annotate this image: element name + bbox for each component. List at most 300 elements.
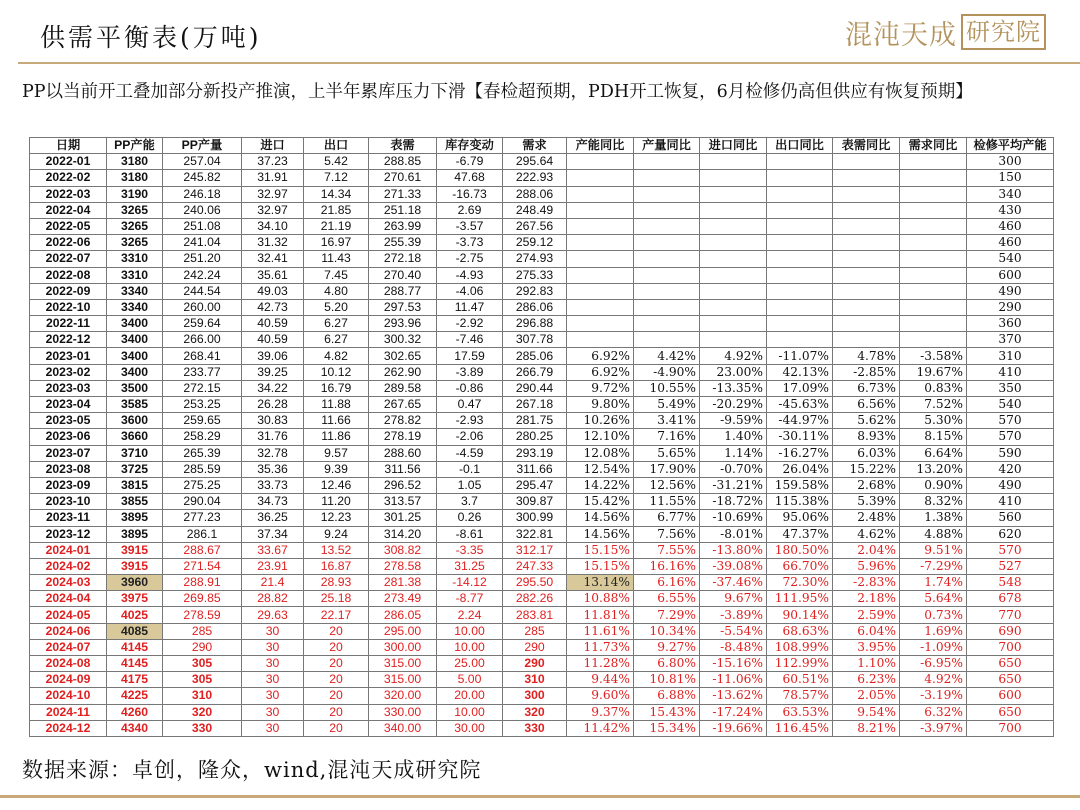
date-cell: 2023-07 — [30, 445, 107, 461]
table-row — [30, 186, 1054, 202]
yoy-cell: 1.40% — [700, 429, 767, 445]
yoy-cell: 15.34% — [634, 720, 700, 736]
yoy-cell — [900, 283, 967, 299]
yoy-cell — [567, 299, 634, 315]
imp-cell: 33.67 — [242, 542, 304, 558]
yoy-cell: 19.67% — [900, 364, 967, 380]
header-divider — [18, 62, 1080, 64]
app-cell: 286.05 — [369, 607, 437, 623]
exp-cell: 12.46 — [304, 477, 369, 493]
yoy-cell — [833, 316, 900, 332]
column-header: 出口同比 — [767, 138, 833, 154]
yoy-cell: 5.96% — [833, 558, 900, 574]
yoy-cell — [567, 218, 634, 234]
yoy-cell — [700, 154, 767, 170]
date-cell: 2023-11 — [30, 510, 107, 526]
yoy-cell: 9.67% — [700, 591, 767, 607]
prod-cell: 288.91 — [163, 575, 242, 591]
column-header: 出口 — [304, 138, 369, 154]
table-row — [30, 542, 1054, 558]
exp-cell: 20 — [304, 688, 369, 704]
yoy-cell — [900, 299, 967, 315]
inv-cell: -6.79 — [437, 154, 503, 170]
inv-cell: -3.73 — [437, 235, 503, 251]
column-header: 日期 — [30, 138, 107, 154]
yoy-cell: -16.27% — [767, 445, 833, 461]
yoy-cell: 9.60% — [567, 688, 634, 704]
inv-cell: -2.92 — [437, 316, 503, 332]
prod-cell: 305 — [163, 672, 242, 688]
dem-cell: 293.19 — [503, 445, 567, 461]
table-row — [30, 154, 1054, 170]
yoy-cell — [634, 218, 700, 234]
prod-cell: 275.25 — [163, 477, 242, 493]
yoy-cell: 1.14% — [700, 445, 767, 461]
yoy-cell: 8.21% — [833, 720, 900, 736]
dem-cell: 290 — [503, 639, 567, 655]
inv-cell: 31.25 — [437, 558, 503, 574]
exp-cell: 16.97 — [304, 235, 369, 251]
yoy-cell: 9.27% — [634, 639, 700, 655]
yoy-cell — [833, 332, 900, 348]
imp-cell: 29.63 — [242, 607, 304, 623]
yoy-cell — [900, 218, 967, 234]
capacity-cell: 3895 — [107, 526, 163, 542]
table-row — [30, 526, 1054, 542]
yoy-cell — [700, 202, 767, 218]
yoy-cell: 0.83% — [900, 380, 967, 396]
table-row — [30, 461, 1054, 477]
table-row — [30, 510, 1054, 526]
app-cell: 297.53 — [369, 299, 437, 315]
yoy-cell: 4.62% — [833, 526, 900, 542]
yoy-cell: 6.23% — [833, 672, 900, 688]
date-cell: 2024-10 — [30, 688, 107, 704]
capacity-cell: 3400 — [107, 316, 163, 332]
prod-cell: 286.1 — [163, 526, 242, 542]
exp-cell: 20 — [304, 639, 369, 655]
dem-cell: 222.93 — [503, 170, 567, 186]
page-header — [0, 0, 1080, 62]
app-cell: 270.40 — [369, 267, 437, 283]
date-cell: 2023-05 — [30, 413, 107, 429]
yoy-cell: 2.05% — [833, 688, 900, 704]
yoy-cell: 9.54% — [833, 704, 900, 720]
table-row — [30, 364, 1054, 380]
app-cell: 300.32 — [369, 332, 437, 348]
table-row — [30, 348, 1054, 364]
dem-cell: 322.81 — [503, 526, 567, 542]
maintenance-cell: 310 — [967, 348, 1054, 364]
imp-cell: 32.78 — [242, 445, 304, 461]
yoy-cell — [900, 170, 967, 186]
yoy-cell: 8.93% — [833, 429, 900, 445]
app-cell: 288.60 — [369, 445, 437, 461]
maintenance-cell: 527 — [967, 558, 1054, 574]
prod-cell: 278.59 — [163, 607, 242, 623]
yoy-cell: 15.15% — [567, 558, 634, 574]
yoy-cell: 112.99% — [767, 656, 833, 672]
date-cell: 2024-03 — [30, 575, 107, 591]
yoy-cell — [767, 235, 833, 251]
prod-cell: 242.24 — [163, 267, 242, 283]
table-row — [30, 704, 1054, 720]
inv-cell: -4.59 — [437, 445, 503, 461]
inv-cell: 10.00 — [437, 623, 503, 639]
yoy-cell: 10.26% — [567, 413, 634, 429]
column-header: PP产量 — [163, 138, 242, 154]
app-cell: 251.18 — [369, 202, 437, 218]
imp-cell: 39.25 — [242, 364, 304, 380]
yoy-cell — [700, 267, 767, 283]
yoy-cell: 6.16% — [634, 575, 700, 591]
capacity-cell: 3400 — [107, 332, 163, 348]
yoy-cell — [767, 170, 833, 186]
yoy-cell — [767, 251, 833, 267]
date-cell: 2022-05 — [30, 218, 107, 234]
app-cell: 293.96 — [369, 316, 437, 332]
prod-cell: 253.25 — [163, 397, 242, 413]
prod-cell: 260.00 — [163, 299, 242, 315]
app-cell: 315.00 — [369, 672, 437, 688]
exp-cell: 6.27 — [304, 316, 369, 332]
dem-cell: 247.33 — [503, 558, 567, 574]
table-row — [30, 639, 1054, 655]
yoy-cell: -3.97% — [900, 720, 967, 736]
yoy-cell: -3.19% — [900, 688, 967, 704]
table-row — [30, 380, 1054, 396]
date-cell: 2024-07 — [30, 639, 107, 655]
table-row — [30, 235, 1054, 251]
exp-cell: 5.20 — [304, 299, 369, 315]
yoy-cell: -15.16% — [700, 656, 767, 672]
yoy-cell: 12.08% — [567, 445, 634, 461]
yoy-cell: 3.95% — [833, 639, 900, 655]
dem-cell: 274.93 — [503, 251, 567, 267]
yoy-cell: 95.06% — [767, 510, 833, 526]
inv-cell: -4.06 — [437, 283, 503, 299]
capacity-cell: 4260 — [107, 704, 163, 720]
yoy-cell — [767, 218, 833, 234]
app-cell: 302.65 — [369, 348, 437, 364]
yoy-cell: 6.73% — [833, 380, 900, 396]
table-header-row — [30, 138, 1054, 154]
exp-cell: 20 — [304, 704, 369, 720]
yoy-cell: 2.04% — [833, 542, 900, 558]
imp-cell: 32.97 — [242, 186, 304, 202]
yoy-cell — [567, 267, 634, 283]
date-cell: 2024-09 — [30, 672, 107, 688]
yoy-cell — [767, 332, 833, 348]
yoy-cell: -18.72% — [700, 494, 767, 510]
maintenance-cell: 460 — [967, 235, 1054, 251]
date-cell: 2023-12 — [30, 526, 107, 542]
date-cell: 2023-06 — [30, 429, 107, 445]
yoy-cell — [900, 154, 967, 170]
yoy-cell: 12.56% — [634, 477, 700, 493]
maintenance-cell: 690 — [967, 623, 1054, 639]
yoy-cell: 72.30% — [767, 575, 833, 591]
maintenance-cell: 410 — [967, 364, 1054, 380]
logo-text: 混沌天成 — [845, 19, 957, 51]
yoy-cell: 5.64% — [900, 591, 967, 607]
yoy-cell: 6.56% — [833, 397, 900, 413]
table-row — [30, 494, 1054, 510]
yoy-cell: -6.95% — [900, 656, 967, 672]
yoy-cell — [567, 235, 634, 251]
yoy-cell — [700, 235, 767, 251]
maintenance-cell: 650 — [967, 672, 1054, 688]
prod-cell: 240.06 — [163, 202, 242, 218]
table-row — [30, 170, 1054, 186]
yoy-cell: 11.81% — [567, 607, 634, 623]
yoy-cell: 47.37% — [767, 526, 833, 542]
exp-cell: 11.86 — [304, 429, 369, 445]
inv-cell: -7.46 — [437, 332, 503, 348]
yoy-cell: 7.16% — [634, 429, 700, 445]
yoy-cell: 4.92% — [700, 348, 767, 364]
prod-cell: 244.54 — [163, 283, 242, 299]
yoy-cell: -2.85% — [833, 364, 900, 380]
inv-cell: 5.00 — [437, 672, 503, 688]
yoy-cell: 14.56% — [567, 510, 634, 526]
dem-cell: 290.44 — [503, 380, 567, 396]
maintenance-cell: 650 — [967, 704, 1054, 720]
yoy-cell: 15.42% — [567, 494, 634, 510]
yoy-cell: 0.73% — [900, 607, 967, 623]
imp-cell: 30 — [242, 639, 304, 655]
maintenance-cell: 590 — [967, 445, 1054, 461]
exp-cell: 9.39 — [304, 461, 369, 477]
table-row — [30, 397, 1054, 413]
date-cell: 2024-11 — [30, 704, 107, 720]
exp-cell: 20 — [304, 623, 369, 639]
app-cell: 296.52 — [369, 477, 437, 493]
inv-cell: 17.59 — [437, 348, 503, 364]
yoy-cell — [900, 316, 967, 332]
capacity-cell: 4145 — [107, 639, 163, 655]
inv-cell: -14.12 — [437, 575, 503, 591]
maintenance-cell: 350 — [967, 380, 1054, 396]
yoy-cell: 23.00% — [700, 364, 767, 380]
yoy-cell: 6.80% — [634, 656, 700, 672]
app-cell: 263.99 — [369, 218, 437, 234]
capacity-cell: 3975 — [107, 591, 163, 607]
table-row — [30, 202, 1054, 218]
app-cell: 320.00 — [369, 688, 437, 704]
yoy-cell: 8.32% — [900, 494, 967, 510]
column-header: 进口 — [242, 138, 304, 154]
prod-cell: 285 — [163, 623, 242, 639]
capacity-cell: 3340 — [107, 299, 163, 315]
yoy-cell: -11.07% — [767, 348, 833, 364]
yoy-cell: 11.61% — [567, 623, 634, 639]
yoy-cell: 9.37% — [567, 704, 634, 720]
table-row — [30, 688, 1054, 704]
app-cell: 271.33 — [369, 186, 437, 202]
inv-cell: 0.26 — [437, 510, 503, 526]
capacity-cell: 4025 — [107, 607, 163, 623]
yoy-cell: 15.43% — [634, 704, 700, 720]
maintenance-cell: 150 — [967, 170, 1054, 186]
app-cell: 278.19 — [369, 429, 437, 445]
imp-cell: 32.41 — [242, 251, 304, 267]
exp-cell: 11.66 — [304, 413, 369, 429]
yoy-cell: 10.55% — [634, 380, 700, 396]
yoy-cell: 108.99% — [767, 639, 833, 655]
date-cell: 2023-10 — [30, 494, 107, 510]
dem-cell: 300 — [503, 688, 567, 704]
table-row — [30, 413, 1054, 429]
yoy-cell — [900, 251, 967, 267]
yoy-cell: -8.48% — [700, 639, 767, 655]
table-row — [30, 251, 1054, 267]
yoy-cell: 5.65% — [634, 445, 700, 461]
maintenance-cell: 700 — [967, 720, 1054, 736]
imp-cell: 30 — [242, 704, 304, 720]
yoy-cell: 5.39% — [833, 494, 900, 510]
dem-cell: 311.66 — [503, 461, 567, 477]
yoy-cell: 17.90% — [634, 461, 700, 477]
yoy-cell: 111.95% — [767, 591, 833, 607]
imp-cell: 26.28 — [242, 397, 304, 413]
yoy-cell — [634, 299, 700, 315]
maintenance-cell: 430 — [967, 202, 1054, 218]
yoy-cell: 12.54% — [567, 461, 634, 477]
inv-cell: 20.00 — [437, 688, 503, 704]
yoy-cell: 3.41% — [634, 413, 700, 429]
column-header: 检修平均产能 — [967, 138, 1054, 154]
date-cell: 2023-01 — [30, 348, 107, 364]
inv-cell: -4.93 — [437, 267, 503, 283]
yoy-cell — [634, 251, 700, 267]
exp-cell: 22.17 — [304, 607, 369, 623]
yoy-cell — [767, 267, 833, 283]
yoy-cell — [767, 299, 833, 315]
yoy-cell: 78.57% — [767, 688, 833, 704]
exp-cell: 21.85 — [304, 202, 369, 218]
yoy-cell: 42.13% — [767, 364, 833, 380]
yoy-cell: -13.62% — [700, 688, 767, 704]
yoy-cell — [567, 332, 634, 348]
yoy-cell — [767, 283, 833, 299]
imp-cell: 34.73 — [242, 494, 304, 510]
inv-cell: -8.77 — [437, 591, 503, 607]
prod-cell: 265.39 — [163, 445, 242, 461]
yoy-cell — [700, 251, 767, 267]
app-cell: 313.57 — [369, 494, 437, 510]
logo-box-text: 研究院 — [961, 14, 1046, 50]
dem-cell: 292.83 — [503, 283, 567, 299]
date-cell: 2022-12 — [30, 332, 107, 348]
dem-cell: 259.12 — [503, 235, 567, 251]
yoy-cell: -30.11% — [767, 429, 833, 445]
yoy-cell: 6.92% — [567, 364, 634, 380]
dem-cell: 320 — [503, 704, 567, 720]
inv-cell: 3.7 — [437, 494, 503, 510]
yoy-cell: -10.69% — [700, 510, 767, 526]
yoy-cell: -5.54% — [700, 623, 767, 639]
exp-cell: 16.79 — [304, 380, 369, 396]
dem-cell: 282.26 — [503, 591, 567, 607]
exp-cell: 13.52 — [304, 542, 369, 558]
imp-cell: 34.22 — [242, 380, 304, 396]
capacity-cell: 3180 — [107, 154, 163, 170]
maintenance-cell: 600 — [967, 267, 1054, 283]
yoy-cell — [900, 202, 967, 218]
date-cell: 2022-11 — [30, 316, 107, 332]
yoy-cell: 1.74% — [900, 575, 967, 591]
capacity-cell: 3265 — [107, 202, 163, 218]
yoy-cell: -4.90% — [634, 364, 700, 380]
app-cell: 255.39 — [369, 235, 437, 251]
yoy-cell: 26.04% — [767, 461, 833, 477]
yoy-cell: 17.09% — [767, 380, 833, 396]
yoy-cell: 0.90% — [900, 477, 967, 493]
imp-cell: 30 — [242, 623, 304, 639]
yoy-cell: -13.35% — [700, 380, 767, 396]
yoy-cell — [900, 332, 967, 348]
inv-cell: 1.05 — [437, 477, 503, 493]
yoy-cell: 9.51% — [900, 542, 967, 558]
yoy-cell: 6.04% — [833, 623, 900, 639]
capacity-cell: 3265 — [107, 218, 163, 234]
yoy-cell — [900, 267, 967, 283]
date-cell: 2023-08 — [30, 461, 107, 477]
inv-cell: -2.06 — [437, 429, 503, 445]
yoy-cell: -8.01% — [700, 526, 767, 542]
date-cell: 2024-02 — [30, 558, 107, 574]
capacity-cell: 3915 — [107, 542, 163, 558]
exp-cell: 7.12 — [304, 170, 369, 186]
exp-cell: 4.80 — [304, 283, 369, 299]
inv-cell: -0.86 — [437, 380, 503, 396]
capacity-cell: 4085 — [107, 623, 163, 639]
yoy-cell: 115.38% — [767, 494, 833, 510]
inv-cell: 2.69 — [437, 202, 503, 218]
app-cell: 273.49 — [369, 591, 437, 607]
yoy-cell: 10.88% — [567, 591, 634, 607]
yoy-cell — [700, 316, 767, 332]
app-cell: 288.77 — [369, 283, 437, 299]
inv-cell: 25.00 — [437, 656, 503, 672]
dem-cell: 283.81 — [503, 607, 567, 623]
yoy-cell: -44.97% — [767, 413, 833, 429]
capacity-cell: 3855 — [107, 494, 163, 510]
exp-cell: 21.19 — [304, 218, 369, 234]
date-cell: 2024-04 — [30, 591, 107, 607]
yoy-cell: -11.06% — [700, 672, 767, 688]
prod-cell: 251.20 — [163, 251, 242, 267]
date-cell: 2024-05 — [30, 607, 107, 623]
capacity-cell: 3400 — [107, 348, 163, 364]
exp-cell: 4.82 — [304, 348, 369, 364]
dem-cell: 285.06 — [503, 348, 567, 364]
imp-cell: 37.34 — [242, 526, 304, 542]
dem-cell: 295.47 — [503, 477, 567, 493]
maintenance-cell: 490 — [967, 477, 1054, 493]
imp-cell: 36.25 — [242, 510, 304, 526]
dem-cell: 312.17 — [503, 542, 567, 558]
yoy-cell — [833, 186, 900, 202]
capacity-cell: 3500 — [107, 380, 163, 396]
column-header: 产能同比 — [567, 138, 634, 154]
dem-cell: 309.87 — [503, 494, 567, 510]
inv-cell: 0.47 — [437, 397, 503, 413]
imp-cell: 21.4 — [242, 575, 304, 591]
capacity-cell: 3710 — [107, 445, 163, 461]
yoy-cell: 7.55% — [634, 542, 700, 558]
